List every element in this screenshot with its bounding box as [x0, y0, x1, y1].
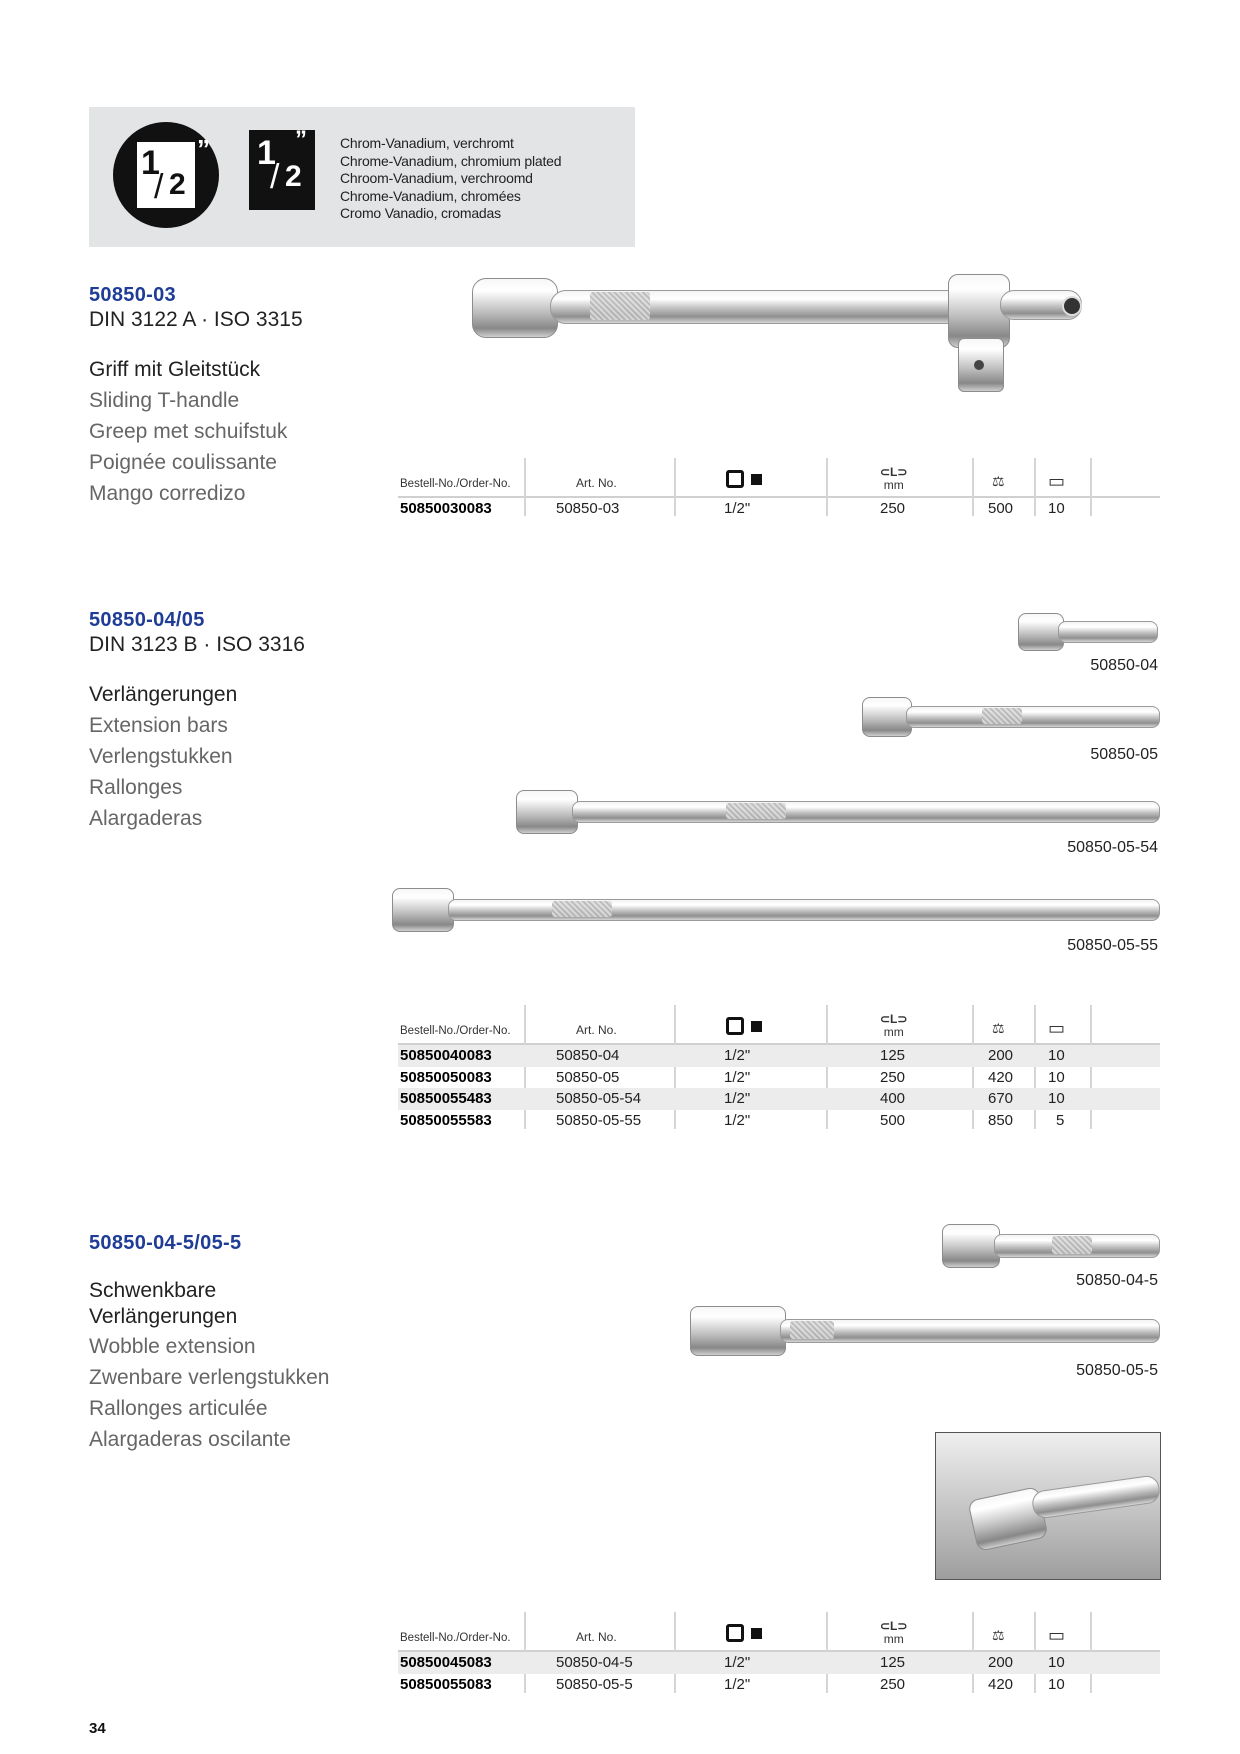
- weight-scale-icon: ⚖: [992, 1020, 1005, 1036]
- art-number: 50850-03: [556, 500, 620, 517]
- product-table: [398, 1612, 1160, 1695]
- col-art-no: Art. No.: [576, 476, 617, 490]
- wobble-extension-image: [942, 1224, 1160, 1268]
- pack-box-icon: ▭: [1048, 1018, 1066, 1038]
- col-order-no: Bestell-No./Order-No.: [400, 1632, 511, 1644]
- pack-qty: 5: [1056, 1111, 1065, 1129]
- table-row: [398, 1674, 1160, 1696]
- square-drive-icon: [726, 1017, 762, 1035]
- inch-mark: ”: [295, 126, 307, 153]
- art-number: 50850-05-54: [556, 1090, 642, 1107]
- weight-g: 500: [988, 500, 1014, 517]
- drive-size: 1/2": [724, 1090, 751, 1107]
- order-number: 50850055483: [400, 1090, 492, 1107]
- name-nl: Greep met schuifstuk: [89, 420, 288, 443]
- pack-qty: 10: [1048, 1090, 1065, 1107]
- col-art-no: Art. No.: [576, 1630, 617, 1644]
- art-number: 50850-05-55: [556, 1111, 642, 1129]
- half-inch-drive-square-icon: 1 / 2 ”: [249, 130, 315, 210]
- name-en: Wobble extension: [89, 1335, 256, 1358]
- table-header: [398, 1005, 1160, 1045]
- half-inch-drive-circle-icon: 1 / 2 ”: [113, 122, 219, 228]
- wobble-extension-image: [690, 1306, 1160, 1356]
- name-de: Verlängerungen: [89, 683, 238, 706]
- order-number: 50850055583: [400, 1111, 492, 1129]
- art-number: 50850-04-5: [556, 1654, 633, 1671]
- product-table: [398, 1005, 1160, 1131]
- weight-g: 200: [988, 1654, 1014, 1671]
- section-standard: DIN 3123 B · ISO 3316: [89, 633, 305, 656]
- pack-qty: 10: [1048, 1654, 1065, 1671]
- weight-g: 670: [988, 1090, 1014, 1107]
- table-row: [398, 1652, 1160, 1674]
- length-mm: 500: [880, 1111, 906, 1129]
- section-code: 50850-04/05: [89, 609, 205, 631]
- fraction-numerator: 1: [141, 144, 160, 182]
- drive-size: 1/2": [724, 500, 751, 517]
- extension-bar-image: [862, 697, 1160, 737]
- image-caption: 50850-05-55: [1067, 937, 1158, 954]
- table-header: [398, 1612, 1160, 1652]
- extension-bar-image: [516, 790, 1160, 834]
- length-icon: ⊂L⊃ mm: [880, 465, 908, 492]
- length-mm: 250: [880, 500, 906, 517]
- weight-g: 850: [988, 1111, 1014, 1129]
- length-unit: mm: [883, 478, 904, 492]
- name-fr: Rallonges: [89, 776, 183, 799]
- table-row: [398, 1067, 1160, 1089]
- name-de-line2: Verlängerungen: [89, 1305, 238, 1328]
- extension-bar-image: [1018, 613, 1158, 653]
- image-caption: 50850-05-5: [1076, 1362, 1158, 1379]
- weight-scale-icon: ⚖: [992, 473, 1005, 489]
- length-icon: ⊂L⊃ mm: [880, 1012, 908, 1039]
- art-number: 50850-04: [556, 1047, 620, 1064]
- product-table: [398, 458, 1160, 520]
- art-number: 50850-05: [556, 1068, 620, 1086]
- pack-qty: 10: [1048, 1068, 1065, 1086]
- table-header: [398, 458, 1160, 498]
- pack-qty: 10: [1048, 1675, 1065, 1693]
- fraction-denominator: 2: [285, 160, 302, 193]
- order-number: 50850040083: [400, 1047, 492, 1064]
- col-order-no: Bestell-No./Order-No.: [400, 1025, 511, 1037]
- name-fr: Rallonges articulée: [89, 1397, 268, 1420]
- name-nl: Zwenbare verlengstukken: [89, 1366, 330, 1389]
- page-number: 34: [89, 1720, 106, 1737]
- section-code: 50850-04-5/05-5: [89, 1232, 242, 1254]
- fraction-denominator: 2: [169, 168, 186, 201]
- wobble-detail-photo: [935, 1432, 1161, 1580]
- name-de: Griff mit Gleitstück: [89, 358, 261, 381]
- pack-box-icon: ▭: [1048, 1625, 1066, 1645]
- art-number: 50850-05-5: [556, 1675, 633, 1693]
- name-nl: Verlengstukken: [89, 745, 233, 768]
- material-line-fr: Chrome-Vanadium, chromées: [340, 187, 521, 204]
- length-mm: 250: [880, 1675, 906, 1693]
- fraction-numerator: 1: [257, 134, 276, 172]
- weight-scale-icon: ⚖: [992, 1627, 1005, 1643]
- drive-size: 1/2": [724, 1675, 751, 1693]
- drive-size: 1/2": [724, 1654, 751, 1671]
- section-code: 50850-03: [89, 284, 176, 306]
- material-line-de: Chrom-Vanadium, verchromt: [340, 135, 514, 151]
- drive-size: 1/2": [724, 1068, 751, 1086]
- pack-box-icon: ▭: [1048, 471, 1066, 491]
- pack-qty: 10: [1048, 500, 1065, 517]
- weight-g: 420: [988, 1068, 1014, 1086]
- name-es: Mango corredizo: [89, 482, 246, 505]
- table-row: [398, 1110, 1160, 1132]
- square-drive-icon: [726, 470, 762, 488]
- length-mm: 400: [880, 1090, 906, 1107]
- length-mm: 125: [880, 1047, 906, 1064]
- table-row: [398, 498, 1160, 520]
- image-caption: 50850-04: [1090, 657, 1158, 674]
- image-caption: 50850-05-54: [1067, 839, 1158, 856]
- order-number: 50850030083: [400, 500, 492, 517]
- material-line-en: Chrome-Vanadium, chromium plated: [340, 152, 562, 169]
- name-es: Alargaderas: [89, 807, 203, 830]
- length-mm: 250: [880, 1068, 906, 1086]
- material-line-nl: Chroom-Vanadium, verchroomd: [340, 170, 533, 186]
- order-number: 50850055083: [400, 1675, 492, 1693]
- name-en: Extension bars: [89, 714, 228, 737]
- name-es: Alargaderas oscilante: [89, 1428, 291, 1451]
- weight-g: 420: [988, 1675, 1014, 1693]
- extension-bar-image: [392, 888, 1160, 932]
- name-fr: Poignée coulissante: [89, 451, 277, 474]
- material-description: [340, 135, 561, 223]
- section-names: [89, 1278, 329, 1453]
- order-number: 50850045083: [400, 1654, 492, 1671]
- length-mm: 125: [880, 1654, 906, 1671]
- image-caption: 50850-04-5: [1076, 1272, 1158, 1289]
- length-unit: mm: [883, 1025, 904, 1039]
- material-line-es: Cromo Vanadio, cromadas: [340, 205, 501, 221]
- section-standard: DIN 3122 A · ISO 3315: [89, 308, 303, 331]
- order-number: 50850050083: [400, 1068, 492, 1086]
- drive-size: 1/2": [724, 1047, 751, 1064]
- image-caption: 50850-05: [1090, 746, 1158, 763]
- drive-size: 1/2": [724, 1111, 751, 1129]
- sliding-t-handle-image: [470, 272, 1090, 402]
- section-names: [89, 354, 287, 509]
- name-de-line1: Schwenkbare: [89, 1279, 217, 1302]
- length-unit: mm: [883, 1632, 904, 1646]
- square-drive-icon: [726, 1624, 762, 1642]
- name-en: Sliding T-handle: [89, 389, 240, 412]
- col-order-no: Bestell-No./Order-No.: [400, 478, 511, 490]
- pack-qty: 10: [1048, 1047, 1065, 1064]
- table-row: [398, 1088, 1160, 1110]
- inch-mark: ”: [197, 134, 210, 164]
- weight-g: 200: [988, 1047, 1014, 1064]
- length-icon: ⊂L⊃ mm: [880, 1619, 908, 1646]
- col-art-no: Art. No.: [576, 1023, 617, 1037]
- section-names: [89, 679, 237, 834]
- table-row: [398, 1045, 1160, 1067]
